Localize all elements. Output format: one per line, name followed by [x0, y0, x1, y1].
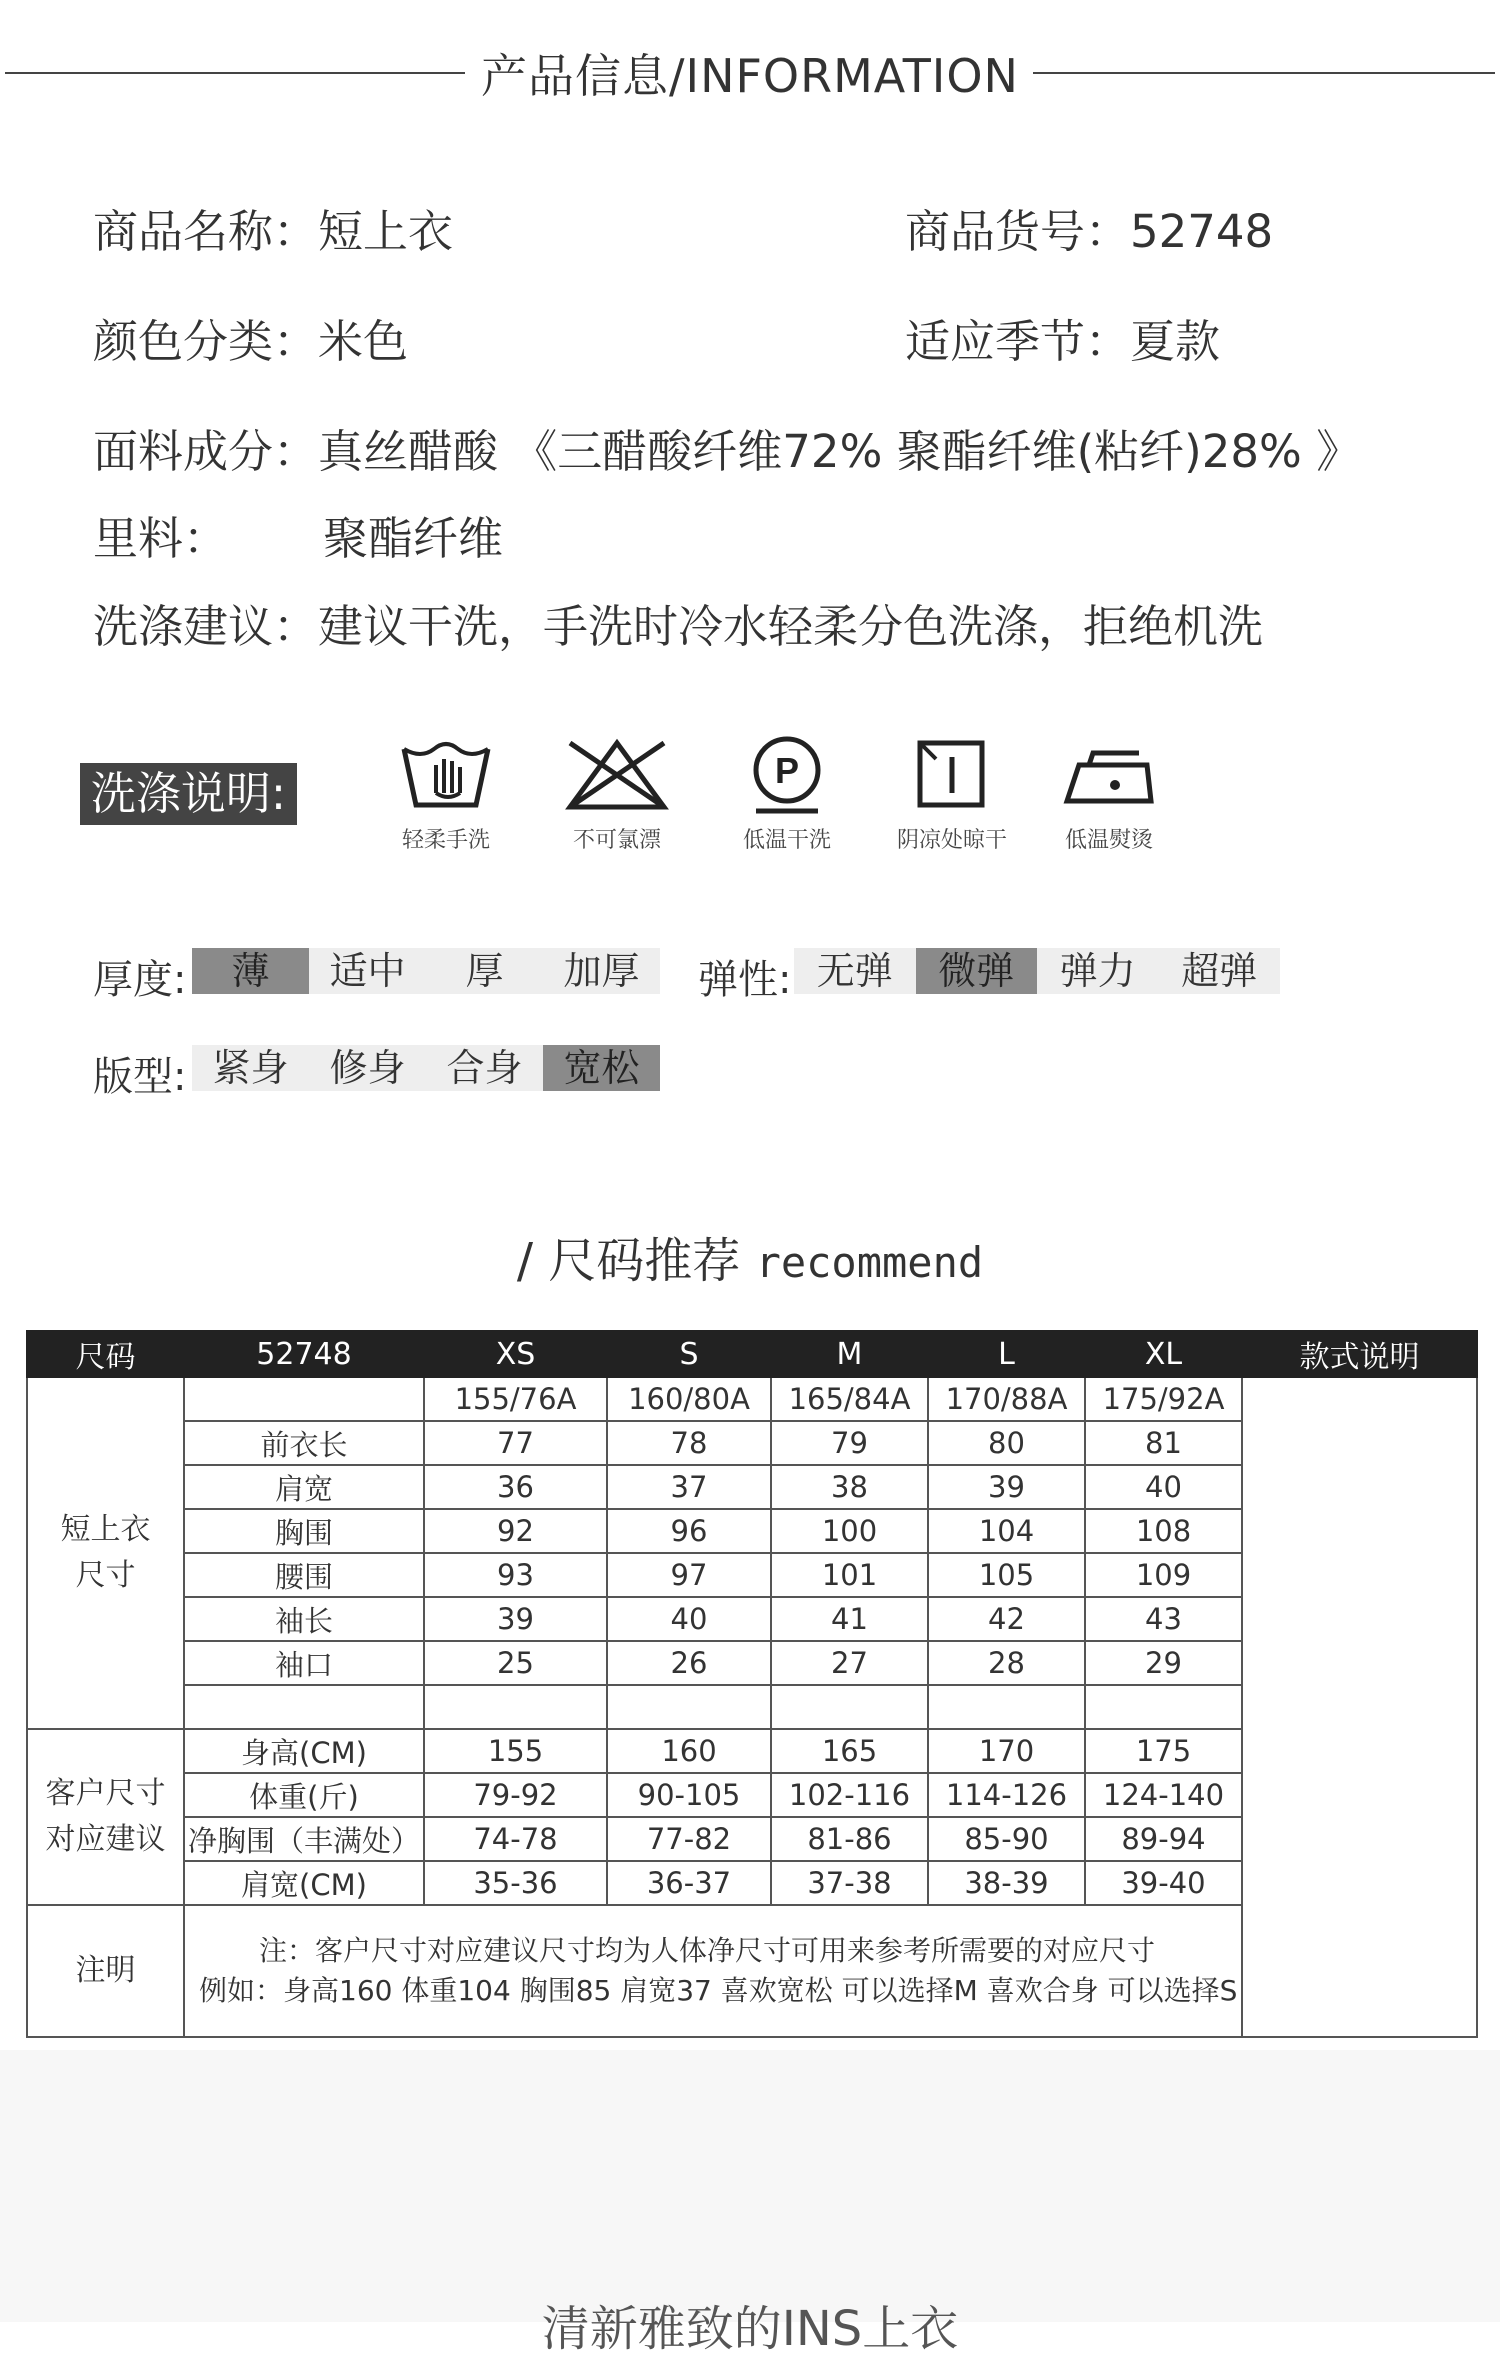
table-cell: 155/76A — [424, 1377, 607, 1421]
table-cell: 袖口 — [184, 1641, 424, 1685]
table-cell: 175/92A — [1085, 1377, 1242, 1421]
table-cell: 79 — [771, 1421, 928, 1465]
table-cell: 身高(CM) — [184, 1729, 424, 1773]
table-cell: 160/80A — [607, 1377, 771, 1421]
elasticity-label: 弹性: — [698, 957, 792, 1003]
group-label-customer — [27, 1729, 184, 1905]
thickness-label: 厚度: — [93, 957, 187, 1003]
table-header-cell: XS — [424, 1331, 607, 1377]
note-label: 注明 — [27, 1905, 184, 2037]
care-label-iron: 低温熨烫 — [1064, 828, 1153, 853]
thickness-option: 适中 — [329, 949, 406, 993]
recommend-title-cn: / 尺码推荐 — [516, 1233, 741, 1289]
table-cell: 104 — [928, 1509, 1085, 1553]
table-cell — [928, 1685, 1085, 1729]
table-cell: 81 — [1085, 1421, 1242, 1465]
care-label-dry-clean: 低温干洗 — [742, 828, 831, 853]
fit-option: 紧身 — [212, 1046, 289, 1090]
group-label-line: 短上衣 — [60, 1512, 151, 1547]
table-cell: 74-78 — [424, 1817, 607, 1861]
care-item — [887, 735, 1017, 854]
table-cell: 39 — [424, 1597, 607, 1641]
fit-label: 版型: — [93, 1054, 187, 1100]
table-cell: 26 — [607, 1641, 771, 1685]
note-content — [184, 1905, 1242, 2037]
table-cell: 前衣长 — [184, 1421, 424, 1465]
table-cell — [184, 1685, 424, 1729]
table-cell: 97 — [607, 1553, 771, 1597]
elasticity-option: 弹力 — [1059, 949, 1136, 993]
table-header-cell: M — [771, 1331, 928, 1377]
lining-value: 聚酯纤维 — [323, 512, 504, 565]
fit-option: 修身 — [329, 1046, 406, 1090]
style-notes-cell — [1242, 1377, 1477, 2037]
table-cell: 96 — [607, 1509, 771, 1553]
table-header-cell: L — [928, 1331, 1085, 1377]
table-cell: 85-90 — [928, 1817, 1085, 1861]
header-title: 产品信息/INFORMATION — [0, 40, 1500, 106]
table-cell: 89-94 — [1085, 1817, 1242, 1861]
thickness-option: 薄 — [192, 948, 309, 994]
hand-wash-icon — [396, 735, 496, 815]
table-cell: 80 — [928, 1421, 1085, 1465]
table-header-cell: XL — [1085, 1331, 1242, 1377]
no-bleach-icon — [562, 735, 672, 815]
table-cell: 29 — [1085, 1641, 1242, 1685]
lining-label: 里料： — [93, 512, 229, 565]
table-cell: 100 — [771, 1509, 928, 1553]
table-cell: 155 — [424, 1729, 607, 1773]
size-table — [26, 1330, 1478, 2038]
product-season: 适应季节：夏款 — [905, 315, 1221, 368]
next-section-title: 清新雅致的INS上衣 — [541, 2301, 959, 2357]
elasticity-options — [794, 948, 1280, 994]
iron-low-icon — [1059, 735, 1159, 815]
table-cell: 165/84A — [771, 1377, 928, 1421]
table-cell: 36-37 — [607, 1861, 771, 1905]
table-cell: 92 — [424, 1509, 607, 1553]
group-label-line: 对应建议 — [45, 1822, 166, 1857]
table-header-cell: 52748 — [184, 1331, 424, 1377]
dry-clean-icon — [742, 735, 832, 815]
product-fabric: 面料成分：真丝醋酸 《三醋酸纤维72% 聚酯纤维(粘纤)28% 》 — [93, 425, 1362, 478]
note-line: 例如：身高160 体重104 胸围85 肩宽37 喜欢宽松 可以选择M 喜欢合身 可以选择S — [199, 1974, 1238, 2007]
table-cell — [771, 1685, 928, 1729]
table-cell: 77 — [424, 1421, 607, 1465]
thickness-option: 厚 — [465, 949, 504, 993]
thickness-options — [192, 948, 660, 994]
thickness-option: 加厚 — [563, 949, 640, 993]
table-cell: 40 — [1085, 1465, 1242, 1509]
table-cell: 净胸围（丰满处） — [184, 1817, 424, 1861]
table-cell: 25 — [424, 1641, 607, 1685]
table-cell — [1085, 1685, 1242, 1729]
group-label-line: 客户尺寸 — [45, 1776, 166, 1811]
table-cell: 170/88A — [928, 1377, 1085, 1421]
table-cell: 170 — [928, 1729, 1085, 1773]
table-cell: 109 — [1085, 1553, 1242, 1597]
table-cell: 腰围 — [184, 1553, 424, 1597]
table-header-cell: S — [607, 1331, 771, 1377]
care-label-hand-wash: 轻柔手洗 — [401, 828, 490, 853]
note-line: 注：客户尺寸对应建议尺寸均为人体净尺寸可用来参考所需要的对应尺寸 — [259, 1934, 1156, 1967]
care-label-no-bleach: 不可氯漂 — [572, 828, 661, 853]
care-label-shade-dry: 阴凉处晾干 — [896, 828, 1007, 853]
table-cell: 114-126 — [928, 1773, 1085, 1817]
care-item — [381, 735, 511, 854]
table-cell: 41 — [771, 1597, 928, 1641]
recommend-title-en: recommend — [755, 1238, 984, 1287]
table-row — [27, 1377, 1477, 1421]
svg-text:P: P — [774, 750, 800, 791]
elasticity-option: 无弹 — [816, 949, 893, 993]
group-label-garment — [27, 1377, 184, 1729]
table-cell: 79-92 — [424, 1773, 607, 1817]
table-cell: 袖长 — [184, 1597, 424, 1641]
recommend-title — [0, 1222, 1500, 1291]
table-cell: 78 — [607, 1421, 771, 1465]
table-cell: 101 — [771, 1553, 928, 1597]
table-cell: 28 — [928, 1641, 1085, 1685]
table-cell: 体重(斤) — [184, 1773, 424, 1817]
fit-options — [192, 1045, 660, 1091]
table-cell: 108 — [1085, 1509, 1242, 1553]
next-section-background — [0, 2050, 1500, 2322]
table-cell: 38-39 — [928, 1861, 1085, 1905]
group-label-line: 尺寸 — [75, 1558, 136, 1593]
shade-dry-icon — [912, 735, 992, 815]
table-cell: 160 — [607, 1729, 771, 1773]
table-cell: 77-82 — [607, 1817, 771, 1861]
table-cell: 42 — [928, 1597, 1085, 1641]
elasticity-option: 超弹 — [1181, 949, 1258, 993]
care-label: 洗涤说明: — [80, 763, 297, 825]
table-cell: 35-36 — [424, 1861, 607, 1905]
care-item — [552, 735, 682, 854]
table-cell: 81-86 — [771, 1817, 928, 1861]
table-cell: 90-105 — [607, 1773, 771, 1817]
table-cell: 27 — [771, 1641, 928, 1685]
table-cell — [184, 1377, 424, 1421]
table-header-cell: 款式说明 — [1242, 1331, 1477, 1377]
table-cell: 165 — [771, 1729, 928, 1773]
table-cell: 102-116 — [771, 1773, 928, 1817]
table-cell: 93 — [424, 1553, 607, 1597]
table-cell — [424, 1685, 607, 1729]
table-header-cell: 尺码 — [27, 1331, 184, 1377]
table-cell: 肩宽(CM) — [184, 1861, 424, 1905]
table-cell: 40 — [607, 1597, 771, 1641]
product-color: 颜色分类：米色 — [93, 315, 409, 368]
table-cell: 36 — [424, 1465, 607, 1509]
table-cell: 39-40 — [1085, 1861, 1242, 1905]
care-item — [1044, 735, 1174, 854]
table-cell: 39 — [928, 1465, 1085, 1509]
table-cell: 肩宽 — [184, 1465, 424, 1509]
fit-option: 宽松 — [543, 1045, 660, 1091]
table-cell: 37 — [607, 1465, 771, 1509]
wash-advice: 洗涤建议：建议干洗，手洗时冷水轻柔分色洗涤，拒绝机洗 — [93, 600, 1264, 653]
product-sku: 商品货号：52748 — [905, 205, 1274, 258]
table-cell: 胸围 — [184, 1509, 424, 1553]
table-cell: 37-38 — [771, 1861, 928, 1905]
care-item — [722, 735, 852, 854]
table-cell: 175 — [1085, 1729, 1242, 1773]
table-cell: 105 — [928, 1553, 1085, 1597]
table-cell: 124-140 — [1085, 1773, 1242, 1817]
product-name: 商品名称：短上衣 — [93, 205, 454, 258]
table-cell: 38 — [771, 1465, 928, 1509]
fit-option: 合身 — [446, 1046, 523, 1090]
elasticity-option: 微弹 — [916, 948, 1038, 994]
table-cell: 43 — [1085, 1597, 1242, 1641]
table-header-row — [27, 1331, 1477, 1377]
table-cell — [607, 1685, 771, 1729]
